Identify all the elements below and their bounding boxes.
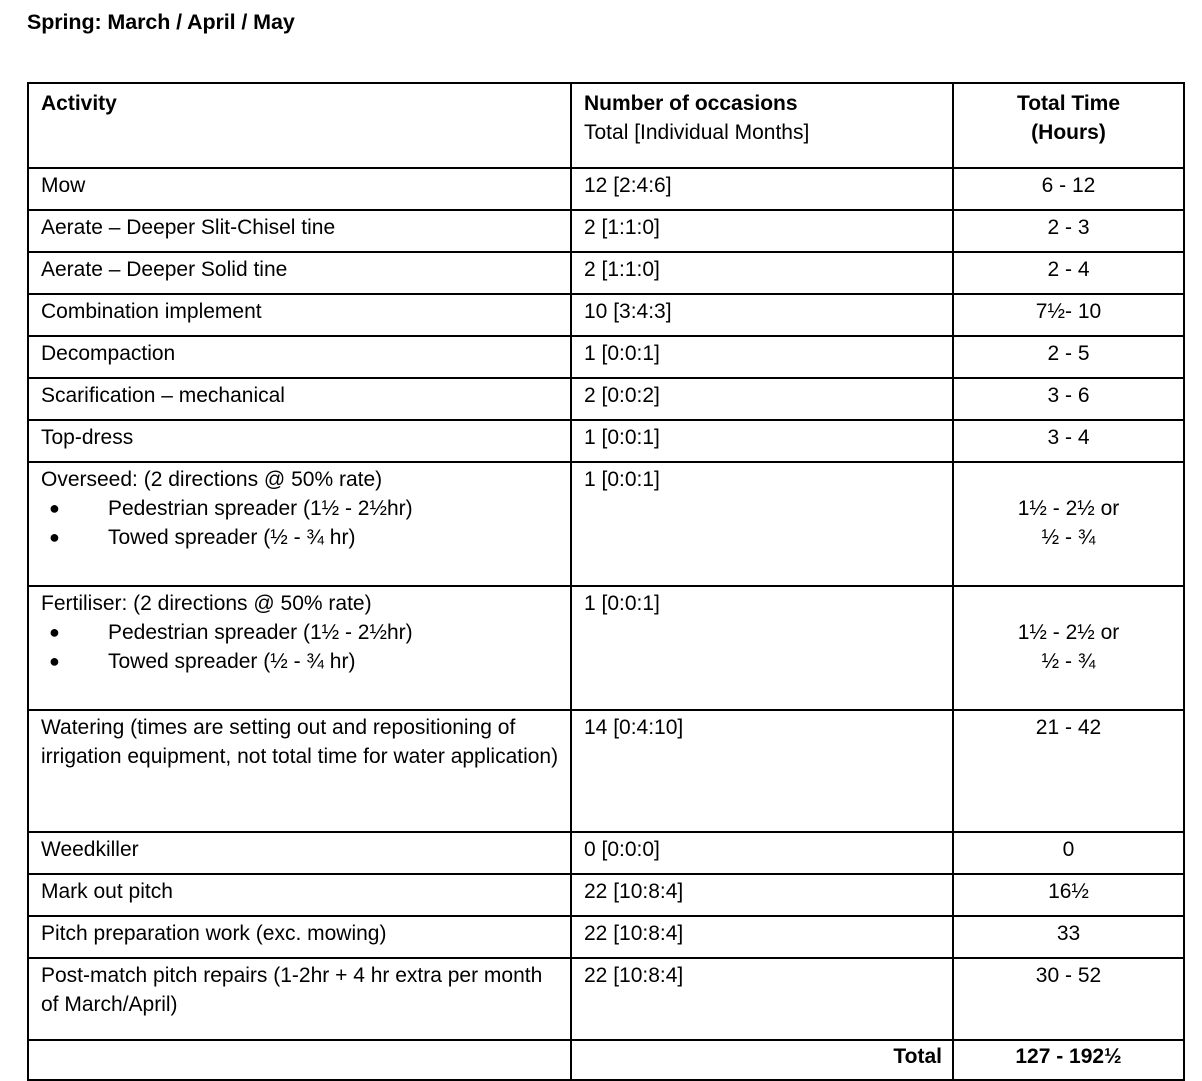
- list-item: [41, 648, 562, 677]
- table-total-row: [28, 1040, 1184, 1080]
- table-row: [28, 210, 1184, 252]
- time-value: 7½- 10: [1035, 300, 1102, 323]
- activity-label: Watering (times are setting out and repositioning of irrigation equipment, not total time for water application): [41, 716, 559, 768]
- cell-occasions: [571, 958, 953, 1040]
- activity-label: Aerate – Deeper Slit-Chisel tine: [41, 216, 336, 239]
- cell-total-time: [953, 294, 1184, 336]
- activity-label: Combination implement: [41, 300, 262, 323]
- table-row: [28, 420, 1184, 462]
- empty-cell: [29, 1041, 570, 1047]
- list-item: [41, 619, 562, 648]
- time-value-line1: 1½ - 2½ or: [1017, 497, 1120, 521]
- occasions-value: 10 [3:4:3]: [584, 300, 672, 323]
- time-value: 6 - 12: [1041, 174, 1096, 197]
- spring-maintenance-table: [27, 82, 1185, 1081]
- time-value: 16½: [1048, 880, 1089, 903]
- cell-activity: [28, 168, 571, 210]
- time-value: 3 - 6: [1047, 384, 1090, 407]
- time-value: 30 - 52: [1035, 964, 1102, 987]
- list-item: [41, 495, 562, 524]
- total-label: Total: [893, 1045, 942, 1068]
- cell-occasions: [571, 832, 953, 874]
- cell-occasions: [571, 874, 953, 916]
- cell-total-time: [953, 958, 1184, 1040]
- cell-occasions: [571, 586, 953, 710]
- cell-occasions: [571, 252, 953, 294]
- occasions-value: 22 [10:8:4]: [584, 964, 684, 987]
- cell-total-time: [953, 252, 1184, 294]
- header-time-line1: Total Time: [1016, 92, 1121, 115]
- bullet-icon: ●: [49, 526, 60, 547]
- table-row: [28, 294, 1184, 336]
- table-row: [28, 462, 1184, 586]
- cell-occasions: [571, 420, 953, 462]
- cell-activity: [28, 916, 571, 958]
- cell-total-time: [953, 710, 1184, 832]
- activity-label: Top-dress: [41, 426, 134, 449]
- cell-total-time: [953, 874, 1184, 916]
- table-row: [28, 336, 1184, 378]
- cell-activity: [28, 210, 571, 252]
- header-cell-occasions: [571, 83, 953, 168]
- cell-activity: [28, 586, 571, 710]
- table-row: [28, 958, 1184, 1040]
- time-value-line1: 1½ - 2½ or: [1017, 621, 1120, 645]
- occasions-value: 2 [1:1:0]: [584, 258, 660, 281]
- time-value-line2: ½ - ¾: [1041, 650, 1096, 673]
- activity-label: Scarification – mechanical: [41, 384, 285, 407]
- activity-label: Decompaction: [41, 342, 176, 365]
- table-header-row: [28, 83, 1184, 168]
- header-cell-activity: [28, 83, 571, 168]
- cell-occasions: [571, 378, 953, 420]
- bullet-list: [41, 495, 562, 553]
- cell-occasions: [571, 294, 953, 336]
- cell-activity: [28, 832, 571, 874]
- time-value: 2 - 4: [1047, 258, 1090, 281]
- occasions-value: 1 [0:0:1]: [584, 342, 660, 365]
- list-item-label: Pedestrian spreader (1½ - 2½hr): [108, 620, 413, 644]
- activity-label: Aerate – Deeper Solid tine: [41, 258, 288, 281]
- cell-total-time: [953, 832, 1184, 874]
- table-row: [28, 378, 1184, 420]
- header-time-line2: (Hours): [1031, 120, 1106, 144]
- activity-label: Overseed: (2 directions @ 50% rate): [41, 468, 383, 491]
- occasions-value: 22 [10:8:4]: [584, 880, 684, 903]
- table-row: [28, 874, 1184, 916]
- activity-label: Post-match pitch repairs (1-2hr + 4 hr extra per month of March/April): [41, 964, 543, 1016]
- activity-label: Mark out pitch: [41, 880, 173, 903]
- cell-total-time: [953, 916, 1184, 958]
- activity-label: Fertiliser: (2 directions @ 50% rate): [41, 592, 372, 615]
- time-value: 21 - 42: [1035, 716, 1102, 739]
- cell-total-label: [571, 1040, 953, 1080]
- cell-activity: [28, 378, 571, 420]
- table-row: [28, 916, 1184, 958]
- time-value: 0: [1062, 838, 1075, 861]
- total-value: 127 - 192½: [1015, 1045, 1122, 1068]
- bullet-icon: ●: [49, 650, 60, 671]
- time-value-line2: ½ - ¾: [1041, 526, 1096, 549]
- table-row: [28, 586, 1184, 710]
- time-value: 2 - 5: [1047, 342, 1090, 365]
- cell-total-value: [953, 1040, 1184, 1080]
- header-cell-total-time: [953, 83, 1184, 168]
- cell-activity: [28, 958, 571, 1040]
- occasions-value: 1 [0:0:1]: [584, 468, 660, 491]
- cell-total-time: [953, 420, 1184, 462]
- cell-occasions: [571, 916, 953, 958]
- cell-total-time: [953, 168, 1184, 210]
- table-row: [28, 168, 1184, 210]
- cell-occasions: [571, 168, 953, 210]
- cell-activity: [28, 710, 571, 832]
- list-item-label: Pedestrian spreader (1½ - 2½hr): [108, 496, 413, 520]
- table-row: [28, 710, 1184, 832]
- cell-occasions: [571, 336, 953, 378]
- occasions-value: 14 [0:4:10]: [584, 716, 684, 739]
- table-body: [28, 83, 1184, 1080]
- cell-activity: [28, 294, 571, 336]
- page-title: Spring: March / April / May: [27, 10, 295, 34]
- occasions-value: 1 [0:0:1]: [584, 592, 660, 615]
- occasions-value: 1 [0:0:1]: [584, 426, 660, 449]
- cell-activity: [28, 420, 571, 462]
- cell-total-time: [953, 378, 1184, 420]
- occasions-value: 0 [0:0:0]: [584, 838, 660, 861]
- list-item-label: Towed spreader (½ - ¾ hr): [108, 525, 356, 549]
- cell-total-time: [953, 462, 1184, 586]
- occasions-value: 2 [1:1:0]: [584, 216, 660, 239]
- header-activity-label: Activity: [41, 92, 117, 115]
- cell-occasions: [571, 710, 953, 832]
- occasions-value: 12 [2:4:6]: [584, 174, 672, 197]
- cell-total-time: [953, 586, 1184, 710]
- table-row: [28, 832, 1184, 874]
- cell-total-time: [953, 210, 1184, 252]
- header-occasions-line1: Number of occasions: [584, 92, 798, 115]
- cell-activity: [28, 462, 571, 586]
- occasions-value: 2 [0:0:2]: [584, 384, 660, 407]
- time-value: 33: [1056, 922, 1081, 945]
- cell-activity: [28, 336, 571, 378]
- cell-total-time: [953, 336, 1184, 378]
- cell-activity: [28, 874, 571, 916]
- table-row: [28, 252, 1184, 294]
- activity-label: Weedkiller: [41, 838, 139, 861]
- header-occasions-line2: Total [Individual Months]: [584, 120, 810, 144]
- cell-activity: [28, 252, 571, 294]
- occasions-value: 22 [10:8:4]: [584, 922, 684, 945]
- time-value: 2 - 3: [1047, 216, 1090, 239]
- cell-occasions: [571, 210, 953, 252]
- bullet-icon: ●: [49, 621, 60, 642]
- bullet-list: [41, 619, 562, 677]
- time-value: 3 - 4: [1047, 426, 1090, 449]
- list-item-label: Towed spreader (½ - ¾ hr): [108, 649, 356, 673]
- bullet-icon: ●: [49, 497, 60, 518]
- cell-occasions: [571, 462, 953, 586]
- list-item: [41, 524, 562, 553]
- activity-label: Pitch preparation work (exc. mowing): [41, 922, 387, 945]
- activity-label: Mow: [41, 174, 86, 197]
- cell-activity-empty: [28, 1040, 571, 1080]
